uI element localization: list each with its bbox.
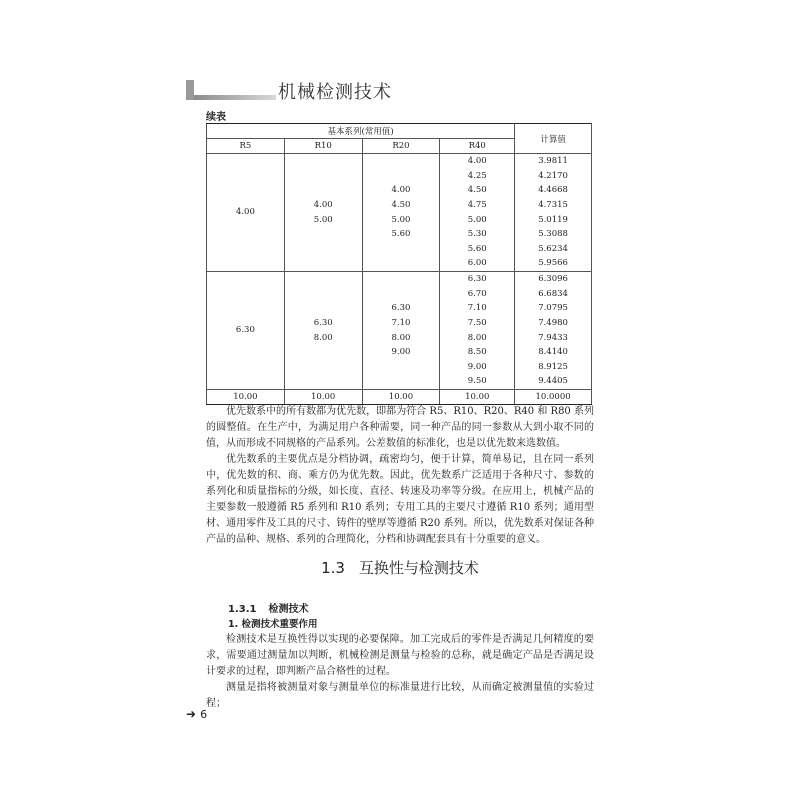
paragraph-detection-role: 检测技术是互换性得以实现的必要保障。加工完成后的零件是否满足几何精度的要求，需要通过测量加以判断，机械检测是测量与检验的总称，就是确定产品是否满足设计要求的过程，即判断产品合格性的过程。 <box>206 634 594 677</box>
cell-value: 5.00 <box>391 214 411 225</box>
paragraph-measurement-definition: 测量是指将被测量对象与测量单位的标准量进行比较，从而确定被测量值的实验过程； <box>206 682 594 709</box>
cell-value: 5.6234 <box>538 243 568 254</box>
cell-value: 4.00 <box>235 207 255 218</box>
section-title: 互换性与检测技术 <box>358 559 479 577</box>
page-number: 6 <box>200 708 208 721</box>
cell-calc <box>515 272 592 390</box>
cell-value: 5.00 <box>467 214 487 225</box>
col-header-r10: R10 <box>284 139 362 154</box>
page-footer <box>186 707 207 721</box>
subsection-number: 1.3.1 <box>228 604 257 615</box>
cell-value: 5.60 <box>391 229 411 240</box>
cell-r20 <box>362 154 440 272</box>
cell-value: 4.50 <box>467 185 487 196</box>
cell-value: 5.9566 <box>538 258 568 269</box>
right-arrow-icon: ➜ <box>186 707 197 721</box>
cell-value: 6.30 <box>235 325 255 336</box>
cell-value: 8.50 <box>467 347 487 358</box>
paragraph-preferred-numbers: 优先数系中的所有数都为优先数，即都为符合 R5、R10、R20、R40 和 R80 系列的圆整值。在生产中，为满足用户各种需要，同一种产品的同一参数从大到小取不同的值，从而形成不同规格的产品系列。公差数值的标准化，也是以优先数来选数值。 <box>206 406 594 449</box>
table-row-last <box>207 390 592 405</box>
header-ornament-bar <box>194 95 276 100</box>
cell-value: 9.00 <box>467 361 487 372</box>
cell-value: 8.00 <box>467 332 487 343</box>
cell-value: 6.30 <box>391 303 411 314</box>
section-heading <box>0 557 800 578</box>
col-header-r5: R5 <box>207 139 285 154</box>
cell-r20 <box>362 272 440 390</box>
cell-r5 <box>207 272 285 390</box>
table-block-row <box>207 154 592 272</box>
cell-r40 <box>440 154 515 272</box>
cell-value: 4.2170 <box>538 170 568 181</box>
cell-value: 8.4140 <box>538 347 568 358</box>
item-heading: 1. 检测技术重要作用 <box>228 619 318 630</box>
cell-value: 8.00 <box>391 332 411 343</box>
cell-value: 6.70 <box>467 288 487 299</box>
cell-value: 6.00 <box>467 258 487 269</box>
cell-value: 9.4405 <box>538 376 568 387</box>
cell-value: 7.0795 <box>538 303 568 314</box>
running-title: 机械检测技术 <box>278 82 392 103</box>
cell-r10 <box>284 154 362 272</box>
cell-value: 7.4980 <box>538 317 568 328</box>
cell-value: 5.00 <box>313 214 333 225</box>
cell-value: 5.3088 <box>538 229 568 240</box>
col-header-r20: R20 <box>362 139 440 154</box>
running-header <box>186 78 606 106</box>
cell-value: 7.50 <box>467 317 487 328</box>
section-number: 1.3 <box>321 559 345 577</box>
cell-value: 4.4668 <box>538 185 568 196</box>
cell-value: 6.30 <box>313 317 333 328</box>
cell-value: 3.9811 <box>538 156 568 167</box>
paragraph-advantages: 优先数系的主要优点是分档协调，疏密均匀，便于计算，简单易记，且在同一系列中，优先数的积、商、乘方仍为优先数。因此，优先数系广泛适用于各种尺寸、参数的系列化和质量指标的分级，如长度、直径、转速及功率等分级。在应用上，机械产品的主要参数一般遵循 R5 系列和 R10 系列；专用工具的主要尺寸遵循 R10 系列；通用型材、通用零件及工具的尺寸、铸件的壁厚等遵循 R20 系列。所以，优先数系对保证各种产品的品种、规格、系列的合理简化，分档和协调配套具有十分重要的意义。 <box>206 454 594 545</box>
cell-value: 8.9125 <box>538 361 568 372</box>
subsection-heading <box>228 600 308 615</box>
cell-value: 6.3096 <box>538 274 568 285</box>
cell-r5 <box>207 154 285 272</box>
cell-value: 7.10 <box>391 317 411 328</box>
cell-value: 7.10 <box>467 303 487 314</box>
cell-value: 4.00 <box>313 199 333 210</box>
cell-r40: 10.00 <box>440 390 515 405</box>
preferred-numbers-table <box>206 123 592 405</box>
cell-calc <box>515 154 592 272</box>
cell-value: 6.30 <box>467 274 487 285</box>
cell-value: 4.75 <box>467 199 487 210</box>
cell-value: 5.60 <box>467 243 487 254</box>
cell-r40 <box>440 272 515 390</box>
cell-value: 4.00 <box>467 156 487 167</box>
cell-r10 <box>284 272 362 390</box>
cell-value: 9.00 <box>391 347 411 358</box>
cell-value: 5.30 <box>467 229 487 240</box>
cell-value: 8.00 <box>313 332 333 343</box>
table-continuation-label: 续表 <box>206 112 226 123</box>
cell-calc: 10.0000 <box>515 390 592 405</box>
cell-value: 4.00 <box>391 185 411 196</box>
calc-header: 计算值 <box>515 124 592 154</box>
header-ornament <box>186 80 194 100</box>
subsection-title: 检测技术 <box>268 604 309 615</box>
cell-r5: 10.00 <box>207 390 285 405</box>
cell-value: 5.0119 <box>538 214 568 225</box>
cell-r10: 10.00 <box>284 390 362 405</box>
group-header: 基本系列(常用值) <box>207 124 515 139</box>
table-block-row <box>207 272 592 390</box>
cell-value: 7.9433 <box>538 332 568 343</box>
cell-r20: 10.00 <box>362 390 440 405</box>
cell-value: 4.50 <box>391 199 411 210</box>
cell-value: 4.25 <box>467 170 487 181</box>
cell-value: 9.50 <box>467 376 487 387</box>
cell-value: 4.7315 <box>538 199 568 210</box>
cell-value: 6.6834 <box>538 288 568 299</box>
col-header-r40: R40 <box>440 139 515 154</box>
